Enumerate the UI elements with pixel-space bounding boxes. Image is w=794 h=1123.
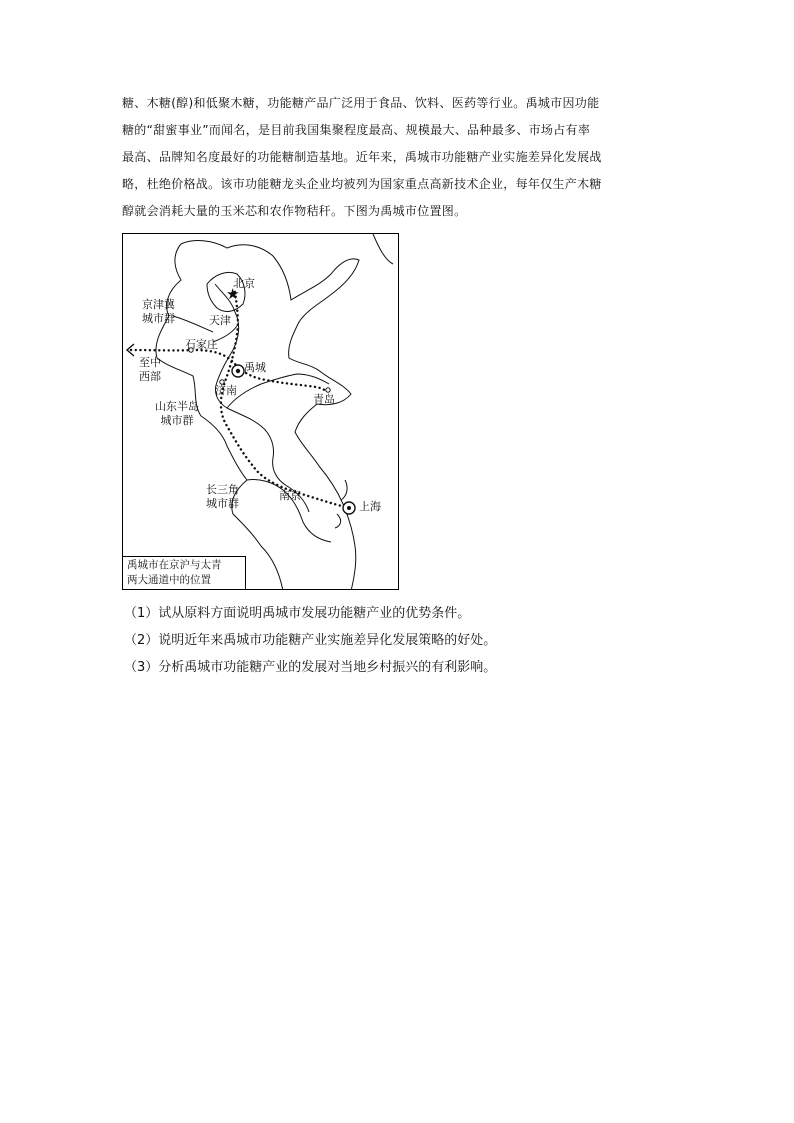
shanghai-marker-dot [347, 506, 351, 510]
qingdao-marker [326, 388, 330, 392]
passage-line: 略，杜绝价格战。该市功能糖龙头企业均被列为国家重点高新技术企业，每年仅生产木糖 [122, 177, 602, 191]
label-qingdao: 青岛 [313, 393, 335, 406]
label-shanghai: 上海 [359, 500, 381, 513]
label-jingjinji: 京津冀 城市群 [142, 298, 175, 325]
star-icon: ★ [226, 285, 240, 303]
passage-line: 糖、木糖(醇)和低聚木糖，功能糖产品广泛用于食品、饮料、医药等行业。禹城市因功能 [122, 96, 600, 110]
coastline [373, 234, 393, 264]
label-nanjing: 南京 [279, 489, 301, 502]
passage-line: 最高、品牌知名度最好的功能糖制造基地。近年来，禹城市功能糖产业实施差异化发展战 [122, 150, 602, 164]
question-3: （3）分析禹城市功能糖产业的发展对当地乡村振兴的有利影响。 [124, 660, 497, 675]
passage-line: 醇就会消耗大量的玉米芯和农作物秸秆。下图为禹城市位置图。 [122, 204, 467, 218]
label-to-central-west: 至中 西部 [139, 356, 161, 383]
label-jinan: 济南 [215, 384, 237, 397]
passage [122, 90, 672, 225]
label-beijing: 北京 [233, 277, 255, 290]
question-2: （2）说明近年来禹城市功能糖产业实施差异化发展策略的好处。 [124, 633, 497, 648]
location-map [122, 233, 399, 590]
question-1: （1）试从原料方面说明禹城市发展功能糖产业的优势条件。 [124, 606, 471, 621]
yucheng-marker-dot [236, 369, 240, 373]
label-shandong: 山东半岛 城市群 [155, 400, 199, 427]
label-changsanjiao: 长三角 城市群 [206, 483, 239, 510]
map-caption: 禹城市在京沪与太青 两大通道中的位置 [122, 556, 246, 590]
label-tianjin: 天津 [209, 314, 231, 327]
label-yucheng: 禹城 [244, 361, 266, 374]
passage-line: 糖的“甜蜜事业”而闻名，是目前我国集聚程度最高、规模最大、品种最多、市场占有率 [122, 123, 591, 137]
label-shijiazhuang: 石家庄 [185, 338, 218, 351]
